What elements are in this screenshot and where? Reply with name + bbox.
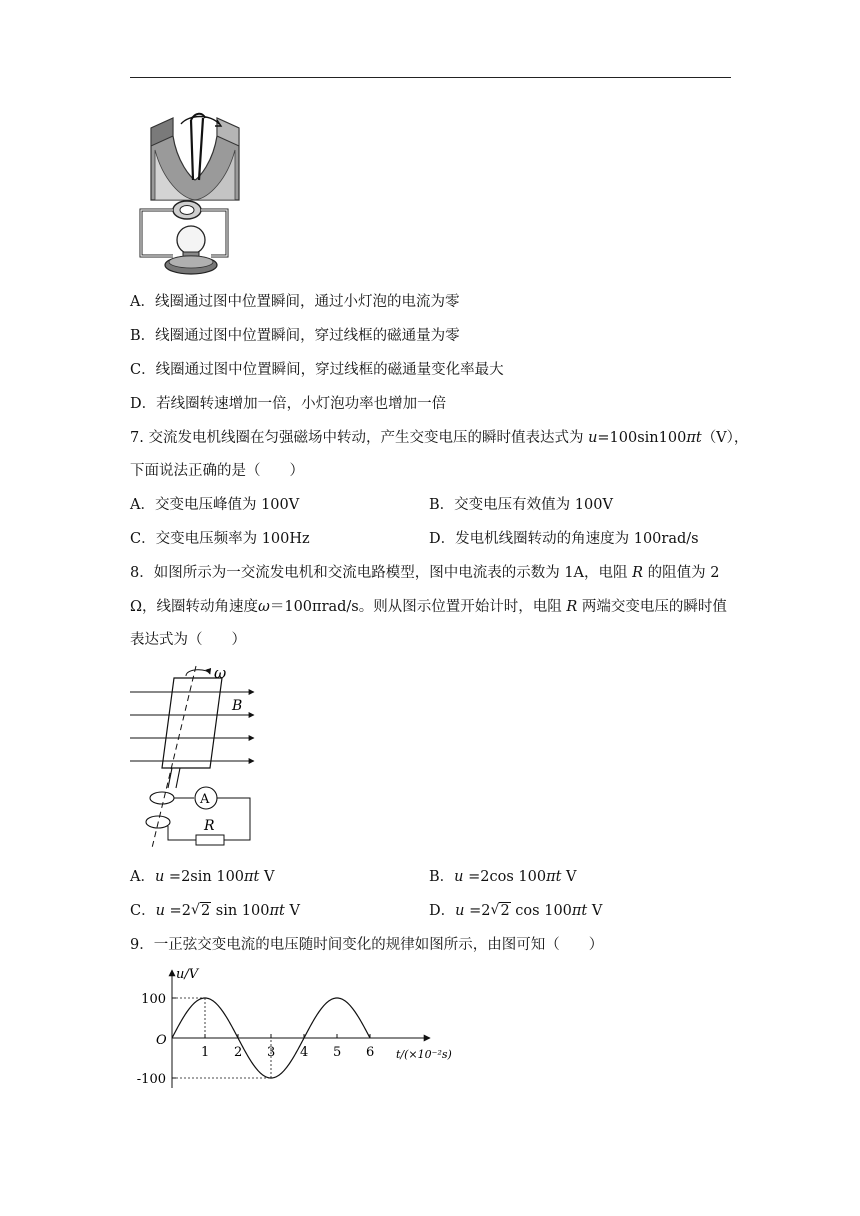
field-b-label: B — [232, 698, 243, 714]
voltage-time-chart — [128, 964, 458, 1096]
generator-lamp-figure — [133, 110, 251, 280]
q8-stem-line2: Ω，线圈转动角速度ω＝100πrad/s。则从图示位置开始计时，电阻 R 两端交变电压的瞬时值 — [130, 599, 727, 615]
ammeter-label: A — [200, 792, 210, 807]
q7-option-a: A．交变电压峰值为 100V — [130, 497, 300, 513]
x-tick-label: 1 — [201, 1045, 210, 1060]
x-tick-label: 2 — [234, 1045, 243, 1060]
origin-label: O — [156, 1033, 167, 1048]
y-tick-label: -100 — [136, 1072, 166, 1087]
q8-option-a: A．u =2sin 100πt V — [130, 869, 275, 885]
q8-option-d: D．u =2 √ 2 cos 100πt V — [429, 902, 603, 919]
q8-stem-line1: 8．如图所示为一交流发电机和交流电路模型，图中电流表的示数为 1A，电阻 R 的阻值为 2 — [130, 565, 720, 581]
q7-option-c: C．交变电压频率为 100Hz — [130, 531, 310, 547]
q6-option-a: A．线圈通过图中位置瞬间，通过小灯泡的电流为零 — [130, 294, 460, 310]
q7-stem-line1: 7. 交流发电机线圈在匀强磁场中转动，产生交变电压的瞬时值表达式为 u=100sin100πt（V）， — [130, 430, 749, 446]
omega-label: ω — [214, 664, 227, 682]
q7-option-b: B．交变电压有效值为 100V — [429, 497, 613, 513]
x-tick-label: 6 — [366, 1045, 375, 1060]
header-rule — [130, 77, 731, 78]
x-axis-label: t/(×10⁻²s) — [396, 1048, 452, 1061]
q6-option-d: D．若线圈转速增加一倍，小灯泡功率也增加一倍 — [130, 396, 447, 412]
x-tick-label: 5 — [333, 1045, 342, 1060]
q8-stem-line3: 表达式为（ ） — [130, 632, 246, 648]
q7-stem-line2: 下面说法正确的是（ ） — [130, 463, 304, 479]
y-tick-label: 100 — [141, 992, 166, 1007]
x-tick-label: 3 — [267, 1045, 276, 1060]
x-tick-label: 4 — [300, 1045, 309, 1060]
sqrt-symbol: √ 2 — [190, 902, 211, 919]
sqrt-symbol: √ 2 — [490, 902, 510, 919]
resistor-label: R — [204, 818, 215, 834]
y-axis-label: u/V — [176, 967, 199, 982]
q8-option-c: C．u =2 √ 2 sin 100πt V — [130, 902, 300, 919]
q9-stem-line1: 9．一正弦交变电流的电压随时间变化的规律如图所示，由图可知（ ） — [130, 937, 604, 953]
q6-option-c: C．线圈通过图中位置瞬间，穿过线框的磁通量变化率最大 — [130, 362, 504, 378]
q8-option-b: B．u =2cos 100πt V — [429, 869, 577, 885]
q6-option-b: B．线圈通过图中位置瞬间，穿过线框的磁通量为零 — [130, 328, 460, 344]
q7-option-d: D．发电机线圈转动的角速度为 100rad/s — [429, 531, 699, 547]
coil-circuit-figure — [128, 664, 264, 850]
